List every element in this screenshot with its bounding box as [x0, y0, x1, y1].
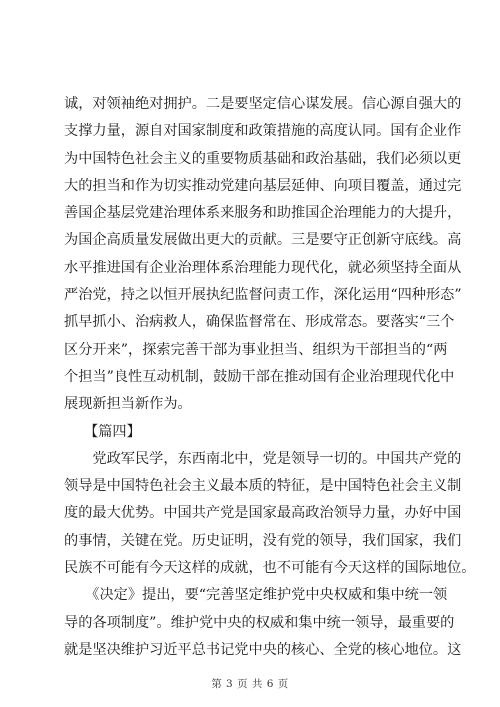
- text-line: 党政军民学，东西南北中，党是领导一切的。中国共产党的: [64, 450, 462, 467]
- text-line: 区分开来”，探索完善干部为事业担当、组织为干部担当的“两: [64, 341, 448, 358]
- body-text: [64, 91, 476, 664]
- text-line: 导的各项制度”。维护党中央的权威和集中统一领导，最重要的: [64, 614, 455, 631]
- text-line: 为中国特色社会主义的重要物质基础和政治基础，我们必须以更: [64, 150, 462, 167]
- text-line: 的事情，关键在党。历史证明，没有党的领导，我们国家，我们: [64, 532, 462, 549]
- text-line: 个担当”良性互动机制，鼓励干部在推动国有企业治理现代化中: [64, 368, 455, 385]
- text-line: 就是坚决维护习近平总书记党中央的核心、全党的核心地位。这: [64, 641, 462, 658]
- text-line: 度的最大优势。中国共产党是国家最高政治领导力量，办好中国: [64, 505, 462, 522]
- page-number-footer: 第 3 页 共 6 页: [211, 678, 289, 690]
- text-line: 诚，对领袖绝对拥护。二是要坚定信心谋发展。信心源自强大的: [64, 96, 462, 112]
- text-line: 展现新担当新作为。: [64, 396, 192, 413]
- text-line: 抓早抓小、治病救人，确保监督常在、形成常态。要落实“三个: [64, 314, 455, 331]
- text-line: 严治党，持之以恒开展执纪监督问责工作，深化运用“四种形态”: [64, 287, 462, 304]
- text-line: 善国企基层党建治理体系来服务和助推国企治理能力的大提升，: [64, 205, 462, 222]
- text-line: 领导是中国特色社会主义最本质的特征，是中国特色社会主义制: [64, 478, 462, 495]
- text-line: 《决定》提出，要“完善坚定维护党中央权威和集中统一领: [64, 587, 448, 604]
- text-line: 民族不可能有今天这样的成就，也不可能有今天这样的国际地位。: [64, 560, 476, 577]
- section-heading: 【篇四】: [84, 423, 141, 440]
- text-line: 支撑力量，源自对国家制度和政策措施的高度认同。国有企业作: [64, 123, 462, 140]
- text-line: 大的担当和作为切实推动党建向基层延伸、向项目覆盖，通过完: [64, 177, 462, 194]
- text-line: 水平推进国有企业治理体系治理能力现代化，就必须坚持全面从: [64, 259, 462, 276]
- text-line: 为国企高质量发展做出更大的贡献。三是要守正创新守底线。高: [64, 232, 462, 249]
